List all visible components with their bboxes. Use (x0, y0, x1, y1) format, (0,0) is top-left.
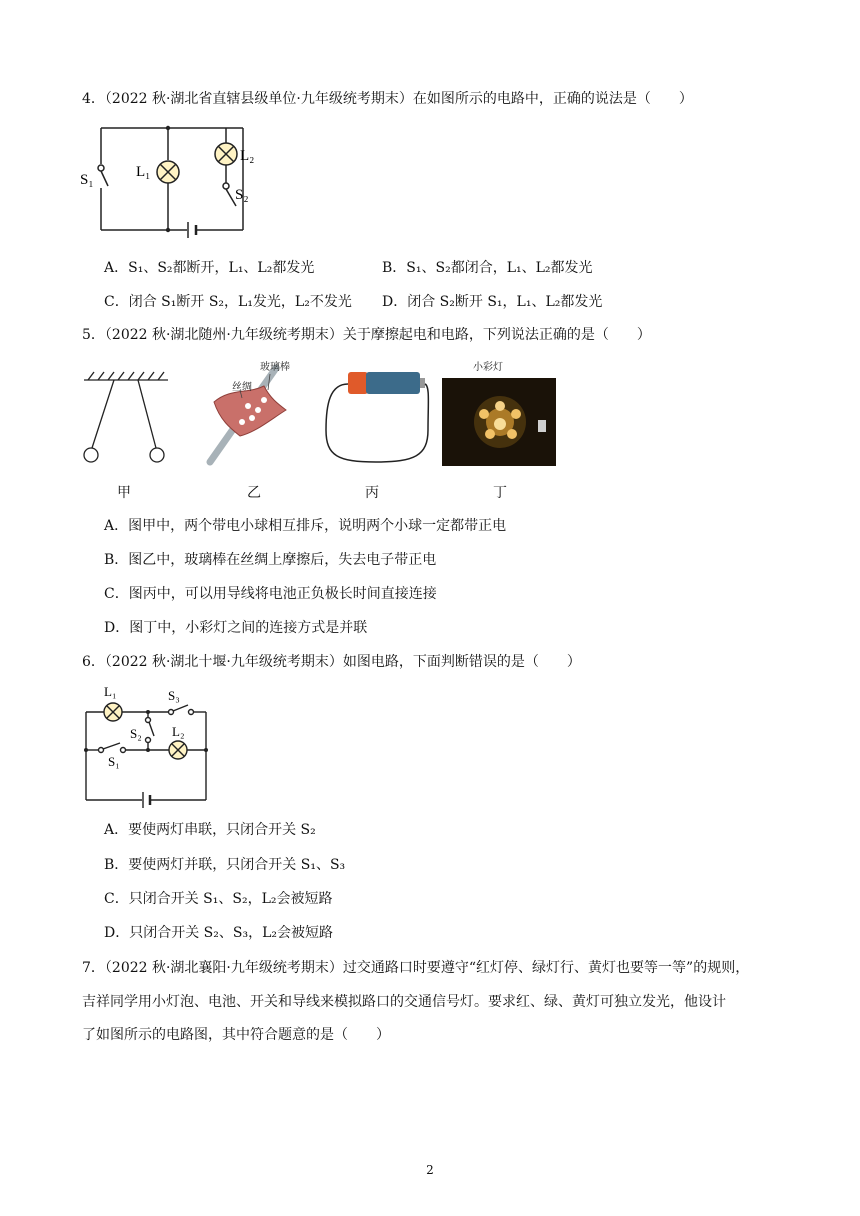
caption-bing: 丙 (365, 485, 379, 501)
q6-stem: 6．（2022 秋·湖北十堰·九年级统考期末）如图电路，下面判断错误的是（ ） (82, 654, 581, 670)
q6-s3-label: S₃ (168, 688, 180, 703)
q6-l2-label: L₂ (172, 724, 185, 739)
q4-circuit-diagram (80, 124, 280, 244)
q5-option-c[interactable]: C．图丙中，可以用导线将电池正负极长时间直接连接 (104, 586, 437, 602)
q4-option-b[interactable]: B．S₁、S₂都闭合，L₁、L₂都发光 (382, 260, 593, 276)
q4-s2-label: S₂ (235, 187, 249, 203)
figure-bing-battery (326, 372, 428, 462)
q4-s1-label: S₁ (80, 172, 94, 188)
q6-option-d[interactable]: D．只闭合开关 S₂、S₃，L₂会被短路 (104, 925, 333, 941)
q5-option-b[interactable]: B．图乙中，玻璃棒在丝绸上摩擦后，失去电子带正电 (104, 552, 437, 568)
figure-yi-glass-rod (210, 360, 290, 462)
q6-s2-label: S₂ (130, 726, 142, 741)
q6-option-a[interactable]: A．要使两灯串联，只闭合开关 S₂ (104, 822, 316, 838)
caption-ding: 丁 (493, 485, 507, 501)
q4-stem: 4．（2022 秋·湖北省直辖县级单位·九年级统考期末）在如图所示的电路中，正确的说法是（ ） (82, 91, 693, 107)
q7-stem-line3: 了如图所示的电路图，其中符合题意的是（ ） (82, 1027, 390, 1043)
q5-figures (80, 360, 570, 472)
q6-option-c[interactable]: C．只闭合开关 S₁、S₂，L₂会被短路 (104, 891, 333, 907)
q4-l2-label: L₂ (240, 148, 255, 164)
q5-option-d[interactable]: D．图丁中，小彩灯之间的连接方式是并联 (104, 620, 368, 636)
figure-jia-pendulums (84, 372, 168, 462)
label-lights: 小彩灯 (473, 362, 503, 373)
q7-stem-line2: 吉祥同学用小灯泡、电池、开关和导线来模拟路口的交通信号灯。要求红、绿、黄灯可独立发光，他设计 (82, 994, 726, 1010)
q6-s1-label: S₁ (108, 754, 120, 769)
q5-option-a[interactable]: A．图甲中，两个带电小球相互排斥，说明两个小球一定都带正电 (104, 518, 507, 534)
caption-jia: 甲 (117, 485, 131, 501)
page-number: 2 (426, 1163, 434, 1177)
label-glass-rod: 玻璃棒 (260, 362, 290, 373)
q4-l1-label: L₁ (136, 164, 151, 180)
q4-option-d[interactable]: D．闭合 S₂断开 S₁，L₁、L₂都发光 (382, 294, 603, 310)
q4-option-a[interactable]: A．S₁、S₂都断开，L₁、L₂都发光 (104, 260, 315, 276)
caption-yi: 乙 (247, 485, 261, 501)
q7-stem-line1: 7．（2022 秋·湖北襄阳·九年级统考期末）过交通路口时要遵守“红灯停、绿灯行、黄灯也要等一等”的规则， (82, 960, 750, 976)
q6-circuit-diagram (80, 684, 220, 808)
figure-ding-lights-photo (442, 360, 556, 466)
q4-option-c[interactable]: C．闭合 S₁断开 S₂，L₁发光，L₂不发光 (104, 294, 352, 310)
q6-l1-label: L₁ (104, 684, 117, 699)
q5-stem: 5．（2022 秋·湖北随州·九年级统考期末）关于摩擦起电和电路，下列说法正确的是（ ） (82, 327, 651, 343)
label-silk: 丝绸 (232, 382, 252, 393)
q6-option-b[interactable]: B．要使两灯并联，只闭合开关 S₁、S₃ (104, 857, 346, 873)
